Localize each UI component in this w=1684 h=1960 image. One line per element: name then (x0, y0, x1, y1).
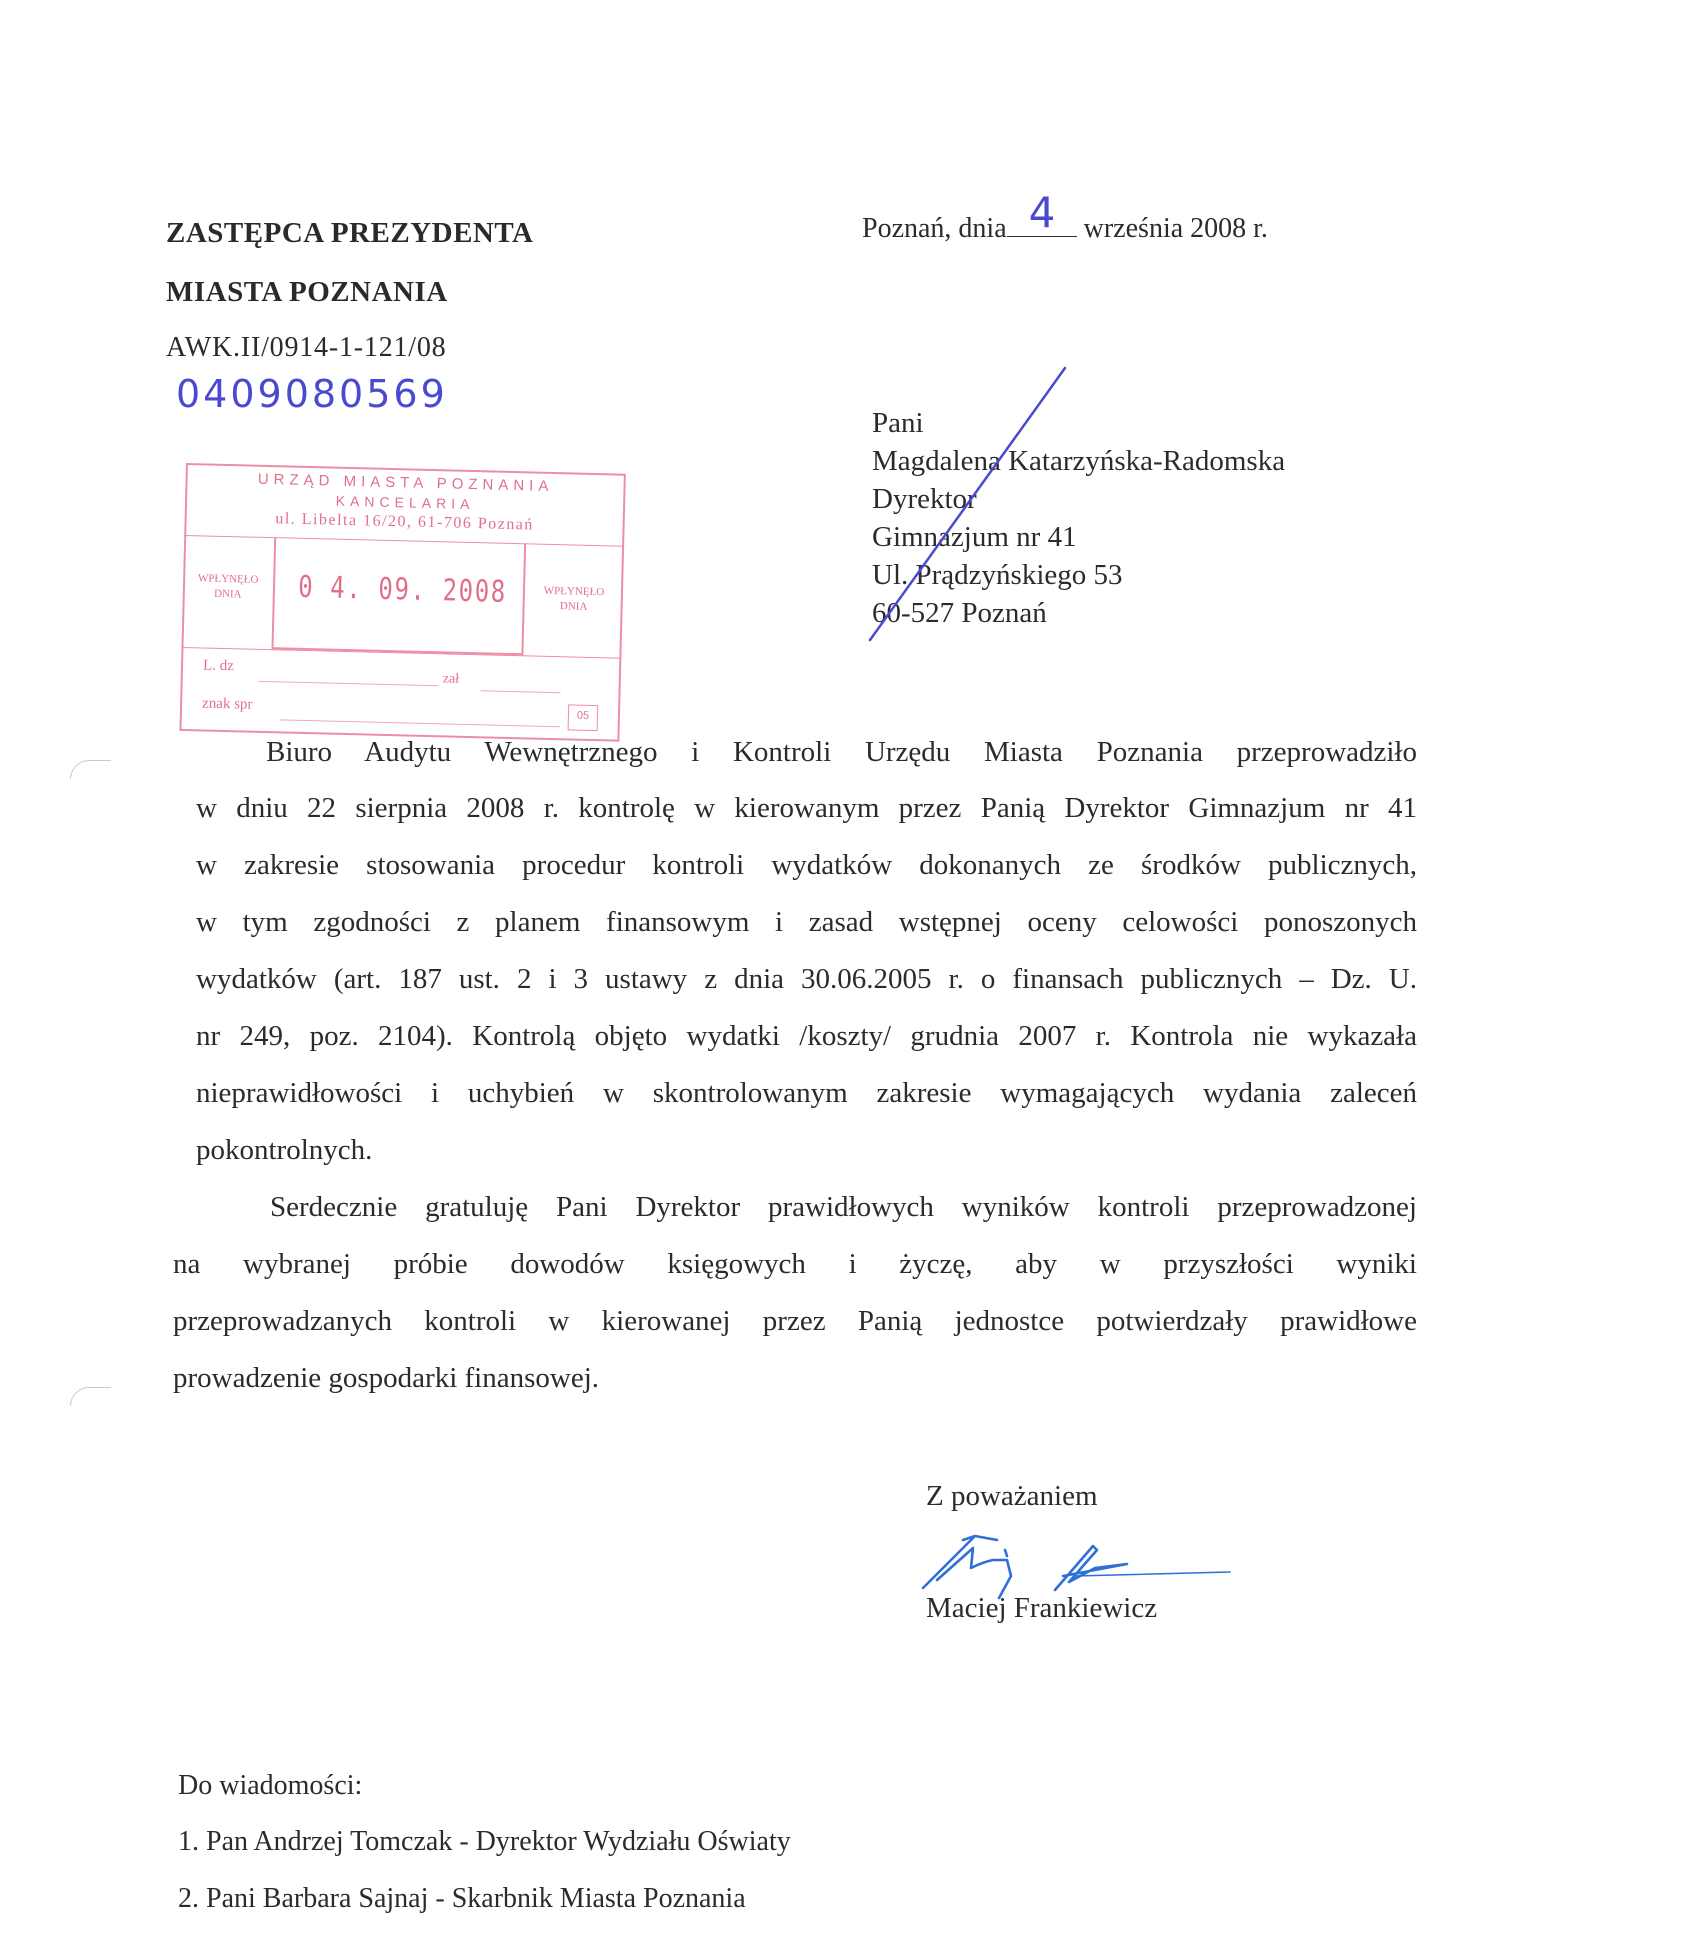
stamp-received-label-line2: DNIA (213, 587, 242, 601)
body-line: przeprowadzanych kontroli w kierowanej przez Panią jednostce potwierdzały prawidłowe (173, 1305, 1417, 1337)
body-line: w dniu 22 sierpnia 2008 r. kontrolę w kierowanym przez Panią Dyrektor Gimnazjum nr 41 (196, 792, 1417, 824)
handwritten-day: 4 (1028, 188, 1056, 237)
stamp-znak-label: znak spr (201, 695, 253, 713)
stamp-office: URZĄD MIASTA POZNANIA (257, 470, 554, 495)
body-line: wydatków (art. 187 ust. 2 i 3 ustawy z dnia 30.06.2005 r. o finansach publicznych – Dz. U. (196, 963, 1417, 995)
punch-hole-mark (70, 1387, 111, 1406)
handwritten-strike-line (860, 360, 1080, 650)
date-suffix: września 2008 r. (1083, 213, 1268, 244)
cc-item: 2. Pani Barbara Sajnaj - Skarbnik Miasta Poznania (178, 1883, 746, 1914)
body-line: w tym zgodności z planem finansowym i zasad wstępnej oceny celowości ponoszonych (196, 906, 1417, 938)
body-line: na wybranej próbie dowodów księgowych i życzę, aby w przyszłości wyniki (173, 1248, 1417, 1280)
stamp-department: KANCELARIA (335, 492, 475, 513)
cc-label: Do wiadomości: (178, 1770, 363, 1801)
recipient-salutation: Pani (872, 407, 924, 439)
handwritten-registry-number: 0409080569 (176, 372, 448, 416)
sender-title-line2: MIASTA POZNANIA (166, 276, 448, 308)
recipient-position: Dyrektor (872, 483, 977, 515)
stamp-received-label-line1: WPŁYNĘŁO (543, 584, 605, 599)
sender-title-line1: ZASTĘPCA PREZYDENTA (166, 217, 534, 249)
body-line: prowadzenie gospodarki finansowej. (173, 1362, 600, 1394)
reference-number: AWK.II/0914-1-121/08 (166, 332, 447, 363)
closing-phrase: Z poważaniem (926, 1480, 1098, 1512)
registry-stamp (179, 463, 625, 742)
stamp-received-label-line1: WPŁYNĘŁO (197, 572, 259, 586)
date-prefix: Poznań, dnia (862, 213, 1007, 244)
body-line: w zakresie stosowania procedur kontroli wydatków dokonanych ze środków publicznych, (196, 849, 1417, 881)
date-blank (1007, 188, 1077, 237)
recipient-street: Ul. Prądzyńskiego 53 (872, 559, 1123, 591)
cc-item: 1. Pan Andrzej Tomczak - Dyrektor Wydziału Oświaty (178, 1826, 791, 1857)
body-line: Serdecznie gratuluję Pani Dyrektor prawidłowych wyników kontroli przeprowadzonej (270, 1191, 1417, 1223)
stamp-received-label-line2: DNIA (559, 600, 588, 613)
body-line: nieprawidłowości i uchybień w skontrolowanym zakresie wymagających wydania zaleceń (196, 1077, 1417, 1109)
recipient-city: 60-527 Poznań (872, 597, 1047, 629)
stamp-received-date: 0 4. 09. 2008 (297, 569, 508, 610)
stamp-zal-label: zał (442, 671, 460, 687)
recipient-name: Magdalena Katarzyńska-Radomska (872, 445, 1286, 477)
body-line: Biuro Audytu Wewnętrznego i Kontroli Urzędu Miasta Poznania przeprowadziło (266, 736, 1417, 768)
date-line (862, 188, 1268, 245)
recipient-institution: Gimnazjum nr 41 (872, 521, 1077, 553)
signatory-name: Maciej Frankiewicz (926, 1592, 1158, 1624)
body-line: nr 249, poz. 2104). Kontrolą objęto wydatki /koszty/ grudnia 2007 r. Kontrola nie wykazała (196, 1020, 1417, 1052)
stamp-address: ul. Libelta 16/20, 61-706 Poznań (275, 510, 535, 534)
body-line: pokontrolnych. (196, 1134, 373, 1166)
punch-hole-mark (70, 760, 111, 779)
stamp-ldz-label: L. dz (202, 657, 235, 675)
stamp-code: 05 (576, 709, 590, 722)
handwritten-signature (915, 1520, 1245, 1600)
stamp-received-label-right (524, 583, 623, 615)
stamp-received-label-left (183, 571, 274, 603)
